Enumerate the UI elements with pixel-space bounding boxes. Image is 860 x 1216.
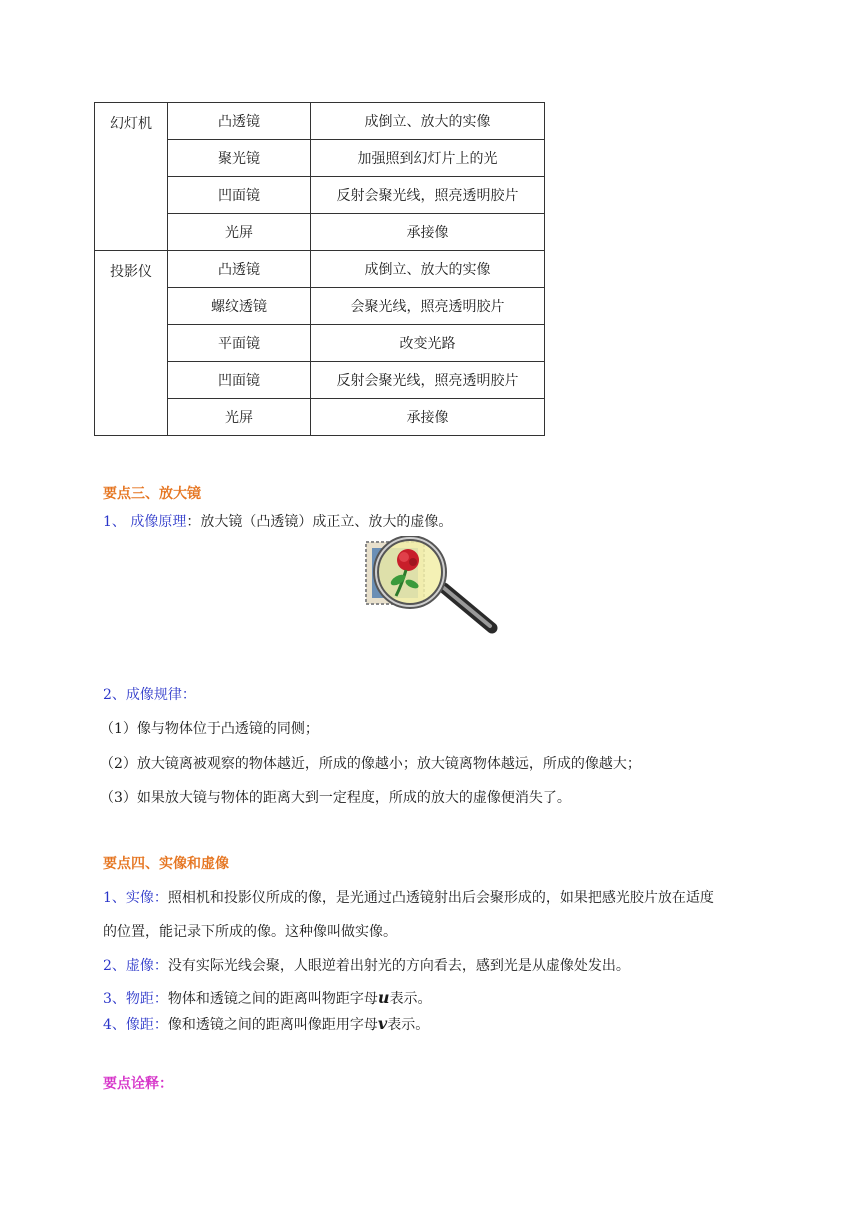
section4-title: 要点四、实像和虚像 (103, 856, 229, 872)
function-cell: 反射会聚光线，照亮透明胶片 (311, 362, 545, 399)
device-cell: 幻灯机 (95, 103, 168, 251)
function-cell: 加强照到幻灯片上的光 (311, 140, 545, 177)
item-text: ：放大镜（凸透镜）成正立、放大的虚像。 (186, 514, 453, 530)
virtual-image-line (103, 955, 630, 975)
part-cell: 凸透镜 (168, 251, 311, 288)
function-cell: 承接像 (311, 214, 545, 251)
real-image-line1 (103, 887, 714, 907)
magnifier-icon (360, 536, 500, 636)
notes-title: 要点诠释： (103, 1076, 173, 1092)
function-cell: 反射会聚光线，照亮透明胶片 (311, 177, 545, 214)
virtual-image-label: 2、虚像： (103, 958, 168, 974)
section3-title: 要点三、放大镜 (103, 486, 201, 502)
image-distance-label: 4、像距： (103, 1017, 168, 1033)
function-cell: 承接像 (311, 399, 545, 436)
object-distance-suffix: 表示。 (389, 991, 432, 1007)
function-cell: 改变光路 (311, 325, 545, 362)
real-image-text: 照相机和投影仪所成的像，是光通过凸透镜射出后会聚形成的，如果把感光胶片放在适度 (167, 890, 714, 906)
real-image-label: 1、实像： (103, 890, 168, 906)
part-cell: 凹面镜 (168, 362, 311, 399)
part-cell: 螺纹透镜 (168, 288, 311, 325)
image-distance-suffix: 表示。 (387, 1017, 430, 1033)
function-cell: 成倒立、放大的实像 (311, 103, 545, 140)
device-cell: 投影仪 (95, 251, 168, 436)
part-cell: 光屏 (168, 399, 311, 436)
table-row (95, 103, 545, 140)
object-distance-text: 物体和透镜之间的距离叫物距字母 (167, 991, 378, 1007)
function-cell: 会聚光线，照亮透明胶片 (311, 288, 545, 325)
part-cell: 凹面镜 (168, 177, 311, 214)
rule-1: （1）像与物体位于凸透镜的同侧； (100, 721, 319, 737)
image-distance-line (103, 1014, 429, 1034)
item-label: 成像原理 (130, 514, 187, 530)
object-distance-symbol: u (377, 988, 390, 1007)
part-cell: 平面镜 (168, 325, 311, 362)
virtual-image-text: 没有实际光线会聚，人眼逆着出射光的方向看去，感到光是从虚像处发出。 (167, 958, 630, 974)
function-cell: 成倒立、放大的实像 (311, 251, 545, 288)
part-cell: 凸透镜 (168, 103, 311, 140)
section3-item2-heading: 2、成像规律： (103, 687, 196, 703)
device-parts-table (94, 102, 545, 436)
part-cell: 光屏 (168, 214, 311, 251)
rule-3: （3）如果放大镜与物体的距离大到一定程度，所成的放大的虚像便消失了。 (100, 790, 571, 806)
object-distance-line (103, 988, 432, 1008)
item-number: 1、 (103, 514, 126, 530)
rule-2: （2）放大镜离被观察的物体越近，所成的像越小；放大镜离物体越远，所成的像越大； (100, 756, 641, 772)
object-distance-label: 3、物距： (103, 991, 168, 1007)
section3-item1 (103, 511, 452, 531)
image-distance-symbol: v (377, 1014, 388, 1033)
real-image-line2: 的位置，能记录下所成的像。这种像叫做实像。 (103, 924, 397, 940)
table-row (95, 251, 545, 288)
part-cell: 聚光镜 (168, 140, 311, 177)
image-distance-text: 像和透镜之间的距离叫像距用字母 (167, 1017, 378, 1033)
